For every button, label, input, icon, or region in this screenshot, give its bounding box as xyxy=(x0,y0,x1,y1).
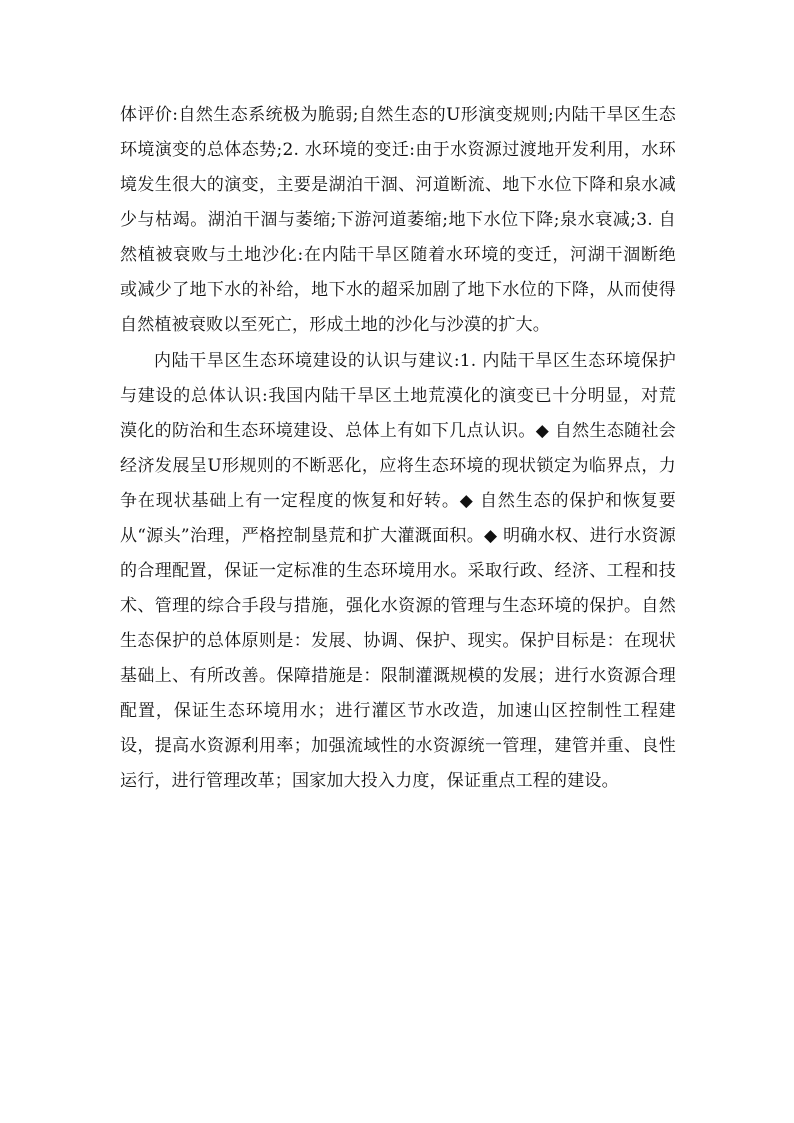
document-body xyxy=(120,98,676,799)
paragraph-construction-recommendations: 内陆干旱区生态环境建设的认识与建议:1. 内陆干旱区生态环境保护与建设的总体认识:我国内陆干旱区土地荒漠化的演变已十分明显，对荒漠化的防治和生态环境建设、总体上有如下几点认识。◆ 自然生态随社会经济发展呈U形规则的不断恶化，应将生态环境的现状锁定为临界点，力争在现状基础上有一定程度的恢复和好转。◆ 自然生态的保护和恢复要从“源头”治理，严格控制垦荒和扩大灌溉面积。◆ 明确水权、进行水资源的合理配置，保证一定标准的生态环境用水。采取行政、经济、工程和技术、管理的综合手段与措施，强化水资源的管理与生态环境的保护。自然生态保护的总体原则是：发展、协调、保护、现实。保护目标是：在现状基础上、有所改善。保障措施是：限制灌溉规模的发展；进行水资源合理配置，保证生态环境用水；进行灌区节水改造，加速山区控制性工程建设，提高水资源利用率；加强流域性的水资源统一管理，建管并重、良性运行，进行管理改革；国家加大投入力度，保证重点工程的建设。 xyxy=(120,351,676,791)
paragraph-ecosystem-evaluation: 体评价:自然生态系统极为脆弱;自然生态的U形演变规则;内陆干旱区生态环境演变的总体态势;2. 水环境的变迁:由于水资源过渡地开发利用，水环境发生很大的演变，主要是湖泊干涸、河道断流、地下水位下降和泉水减少与枯竭。湖泊干涸与萎缩;下游河道萎缩;地下水位下降;泉水衰减;3. 自然植被衰败与土地沙化:在内陆干旱区随着水环境的变迁，河湖干涸断绝或减少了地下水的补给，地下水的超采加剧了地下水位的下降，从而使得自然植被衰败以至死亡，形成土地的沙化与沙漠的扩大。 xyxy=(120,105,676,335)
